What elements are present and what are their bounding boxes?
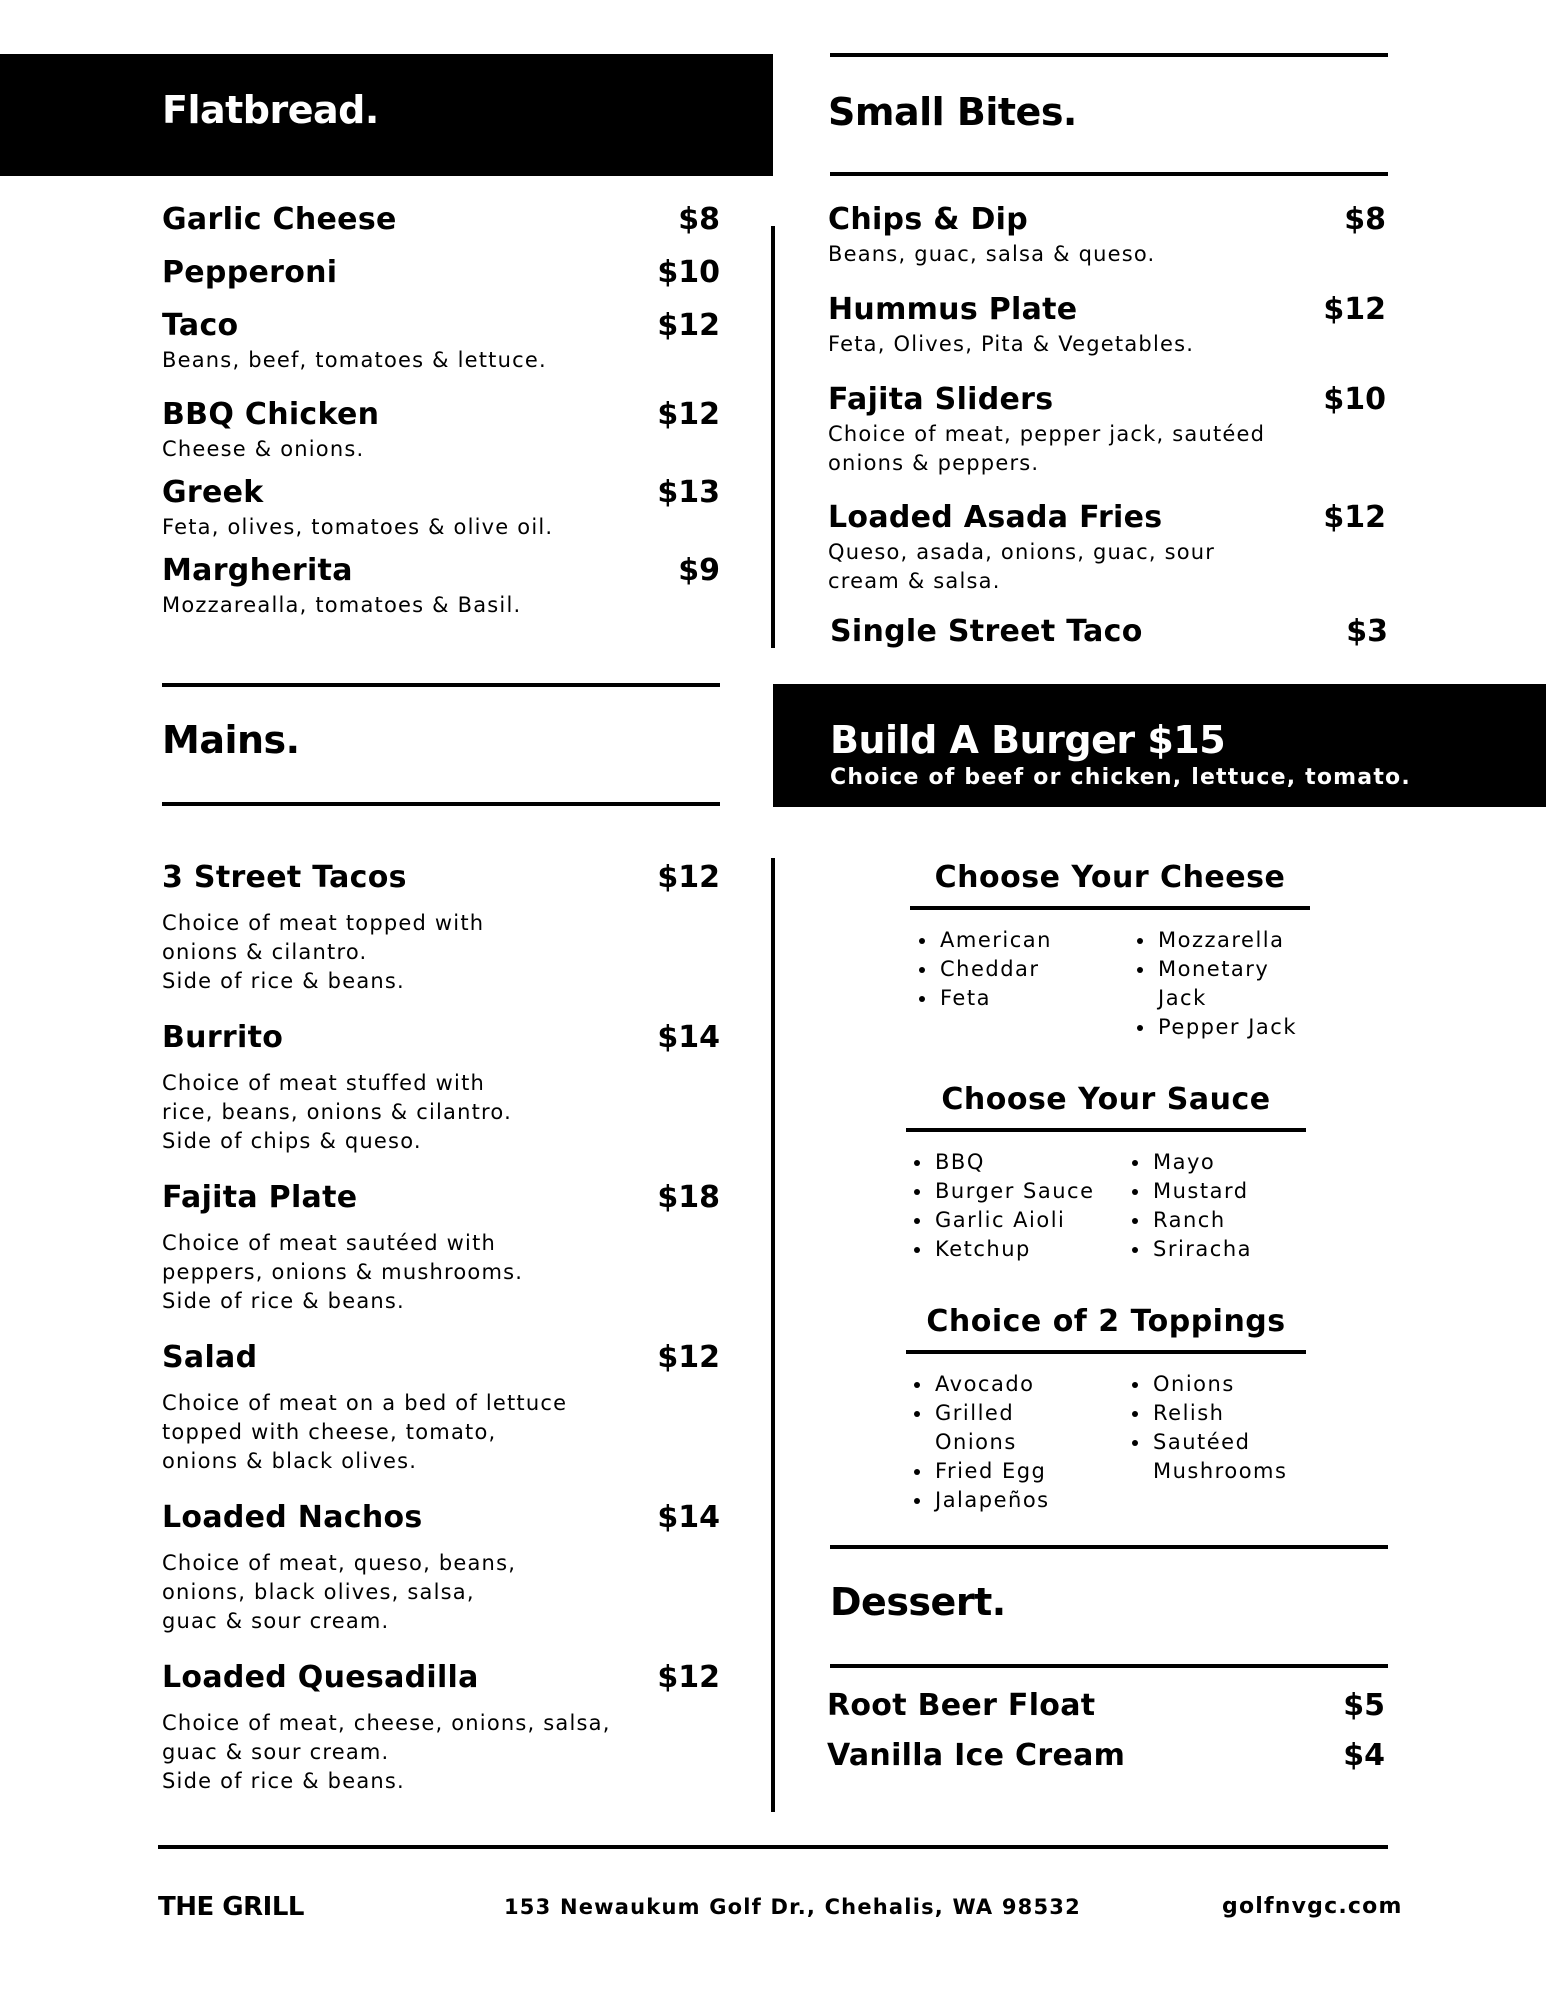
item-price: $12 [657, 308, 720, 343]
sauce-list-2 [1121, 1148, 1341, 1264]
footer-rule [158, 1845, 1388, 1849]
item-name: BBQ Chicken [162, 397, 380, 432]
dessert-title: Dessert. [830, 1580, 1006, 1624]
mains-item [162, 1340, 720, 1476]
item-description: Choice of meat, cheese, onions, salsa, guac & sour cream. Side of rice & beans. [162, 1711, 611, 1793]
dessert-bottom-rule [830, 1664, 1388, 1668]
flatbread-item [162, 202, 720, 237]
small-bites-item [828, 292, 1386, 359]
topping-option: • Fried Egg [933, 1457, 1083, 1486]
item-description: Cheese & onions. [162, 437, 365, 461]
burger-subtitle: Choice of beef or chicken, lettuce, tomato. [830, 765, 1411, 790]
item-name: Margherita [162, 553, 353, 588]
cheese-option: • Mozzarella [1156, 926, 1346, 955]
dessert-item [827, 1738, 1385, 1773]
topping-option: • Onions [1151, 1370, 1341, 1399]
sauce-option: • Sriracha [1151, 1235, 1341, 1264]
item-name: Vanilla Ice Cream [827, 1738, 1126, 1773]
item-price: $8 [1344, 202, 1386, 237]
item-description: Choice of meat on a bed of lettuce topped with cheese, tomato, onions & black olives. [162, 1391, 568, 1473]
dessert-item [827, 1688, 1385, 1723]
item-description: Feta, Olives, Pita & Vegetables. [828, 332, 1195, 356]
cheese-option: • Pepper Jack [1156, 1013, 1346, 1042]
item-name: Single Street Taco [830, 614, 1143, 649]
item-price: $12 [657, 860, 720, 895]
mains-item [162, 1660, 720, 1796]
sauce-option: • Garlic Aioli [933, 1206, 1143, 1235]
flatbread-title: Flatbread. [162, 88, 379, 132]
item-description: Choice of meat, queso, beans, onions, black olives, salsa, guac & sour cream. [162, 1551, 517, 1633]
small-bites-title: Small Bites. [828, 90, 1077, 134]
footer-website[interactable]: golfnvgc.com [1222, 1894, 1403, 1919]
item-name: Loaded Quesadilla [162, 1660, 479, 1695]
sauce-option: • Ketchup [933, 1235, 1143, 1264]
item-name: Greek [162, 475, 264, 510]
footer-brand: THE GRILL [158, 1892, 304, 1922]
cheese-option: • American [938, 926, 1128, 955]
mains-item [162, 860, 720, 996]
cheese-title: Choose Your Cheese [934, 860, 1286, 895]
mains-item [162, 1020, 720, 1156]
toppings-underline [906, 1350, 1306, 1354]
item-name: Fajita Plate [162, 1180, 358, 1215]
sauce-option: • BBQ [933, 1148, 1143, 1177]
flatbread-item [162, 553, 720, 620]
topping-option: • Relish [1151, 1399, 1341, 1428]
item-name: Loaded Nachos [162, 1500, 423, 1535]
item-name: Taco [162, 308, 239, 343]
item-name: Pepperoni [162, 255, 338, 290]
item-name: Hummus Plate [828, 292, 1078, 327]
toppings-list-1 [903, 1370, 1083, 1515]
item-name: Loaded Asada Fries [828, 500, 1163, 535]
small-bites-item [828, 500, 1386, 596]
cheese-option: • Cheddar [938, 955, 1128, 984]
small-bites-bottom-rule [830, 172, 1388, 176]
item-price: $12 [657, 1340, 720, 1375]
item-name: Burrito [162, 1020, 284, 1055]
mains-title: Mains. [162, 718, 300, 762]
small-bites-top-rule [830, 53, 1388, 57]
flatbread-item [162, 308, 720, 375]
cheese-underline [910, 906, 1310, 910]
item-description: Mozzarealla, tomatoes & Basil. [162, 593, 522, 617]
item-description: Choice of meat stuffed with rice, beans, onions & cilantro. Side of chips & queso. [162, 1071, 512, 1153]
item-price: $3 [1346, 614, 1388, 649]
item-description: Choice of meat topped with onions & cilantro. Side of rice & beans. [162, 911, 485, 993]
sauce-option: • Mustard [1151, 1177, 1341, 1206]
sauce-list-1 [903, 1148, 1143, 1264]
item-price: $4 [1343, 1738, 1385, 1773]
mains-top-rule [162, 683, 720, 687]
item-name: Garlic Cheese [162, 202, 397, 237]
item-price: $10 [1323, 382, 1386, 417]
item-price: $12 [657, 397, 720, 432]
item-price: $14 [657, 1020, 720, 1055]
item-price: $13 [657, 475, 720, 510]
burger-title: Build A Burger $15 [830, 718, 1226, 762]
item-description: Feta, olives, tomatoes & olive oil. [162, 515, 554, 539]
small-bites-item [830, 614, 1388, 649]
item-description: Queso, asada, onions, guac, sour cream & salsa. [828, 540, 1216, 593]
sauce-option: • Burger Sauce [933, 1177, 1143, 1206]
item-price: $8 [678, 202, 720, 237]
column-divider-top [771, 226, 775, 648]
cheese-option: • Monetary Jack [1156, 955, 1268, 1013]
item-price: $10 [657, 255, 720, 290]
item-name: Chips & Dip [828, 202, 1028, 237]
sauce-option: • Mayo [1151, 1148, 1341, 1177]
item-price: $12 [1323, 500, 1386, 535]
topping-option: • Jalapeños [933, 1486, 1083, 1515]
sauce-underline [906, 1128, 1306, 1132]
sauce-option: • Ranch [1151, 1206, 1341, 1235]
item-price: $14 [657, 1500, 720, 1535]
item-price: $9 [678, 553, 720, 588]
flatbread-item [162, 475, 720, 542]
mains-item [162, 1180, 720, 1316]
item-description: Choice of meat, pepper jack, sautéed onions & peppers. [828, 422, 1266, 475]
item-name: Fajita Sliders [828, 382, 1054, 417]
item-description: Beans, beef, tomatoes & lettuce. [162, 348, 547, 372]
toppings-list-2 [1121, 1370, 1341, 1486]
flatbread-item [162, 397, 720, 464]
topping-option: • Sautéed Mushrooms [1151, 1428, 1293, 1486]
mains-bottom-rule [162, 802, 720, 806]
item-name: Salad [162, 1340, 258, 1375]
small-bites-item [828, 382, 1386, 478]
item-name: 3 Street Tacos [162, 860, 407, 895]
item-name: Root Beer Float [827, 1688, 1096, 1723]
mains-item [162, 1500, 720, 1636]
item-description: Choice of meat sautéed with peppers, onions & mushrooms. Side of rice & beans. [162, 1231, 524, 1313]
item-price: $5 [1343, 1688, 1385, 1723]
cheese-list-2 [1126, 926, 1346, 1042]
small-bites-item [828, 202, 1386, 269]
flatbread-header-band [0, 54, 773, 176]
footer-address: 153 Newaukum Golf Dr., Chehalis, WA 98532 [504, 1895, 1081, 1919]
column-divider-bottom [771, 858, 775, 1812]
flatbread-item [162, 255, 720, 290]
item-price: $12 [657, 1660, 720, 1695]
topping-option: • Avocado [933, 1370, 1083, 1399]
item-description: Beans, guac, salsa & queso. [828, 242, 1156, 266]
topping-option: • Grilled Onions [933, 1399, 1035, 1457]
cheese-option: • Feta [938, 984, 1128, 1013]
sauce-title: Choose Your Sauce [941, 1082, 1271, 1117]
item-price: $12 [1323, 292, 1386, 327]
item-price: $18 [657, 1180, 720, 1215]
dessert-top-rule [830, 1545, 1388, 1549]
toppings-title: Choice of 2 Toppings [926, 1304, 1286, 1339]
cheese-list-1 [908, 926, 1128, 1013]
